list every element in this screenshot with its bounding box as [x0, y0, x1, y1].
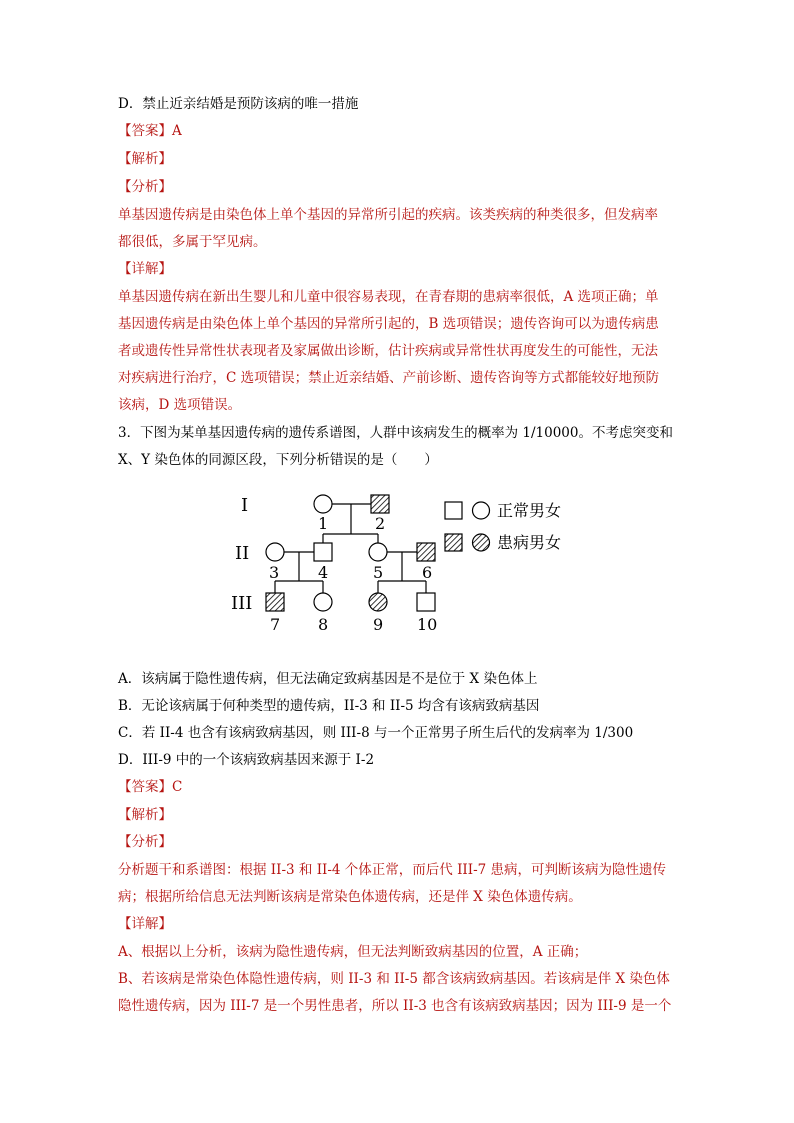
individual-number: 3 — [269, 563, 280, 582]
individual-number: 9 — [373, 615, 384, 634]
legend-normal-female — [473, 502, 490, 519]
q2-xiangjie-line: 单基因遗传病在新出生婴儿和儿童中很容易表现，在青春期的患病率很低，A 选项正确；单 — [118, 289, 659, 305]
individual-number: 7 — [270, 615, 281, 634]
q2-xiangjie-line: 基因遗传病是由染色体上单个基因的异常所引起的，B 选项错误；遗传咨询可以为遗传病患 — [118, 316, 659, 332]
q3-xiangjie-line: 隐性遗传病，因为 III-7 是一个男性患者，所以 II-3 也含有该病致病基因；因为 III-9 是一个 — [118, 998, 672, 1014]
q2-jiexi-tag: 【解析】 — [118, 151, 172, 167]
individual-number: 4 — [318, 563, 329, 582]
q2-xiangjie-line: 者或遗传性异常性状表现者及家属做出诊断，估计疾病或异常性状再度发生的可能性，无法 — [118, 343, 658, 359]
legend-normal-male — [445, 502, 462, 519]
q2-fenxi-tag: 【分析】 — [118, 179, 172, 195]
legend-affected-male — [445, 534, 462, 551]
generation-label-I: I — [241, 495, 249, 516]
q2-option-d: D．禁止近亲结婚是预防该病的唯一措施 — [118, 96, 359, 112]
answer-value: C — [172, 779, 183, 795]
q3-fenxi-tag: 【分析】 — [118, 834, 172, 850]
answer-tag: 【答案】 — [118, 123, 172, 139]
q3-option-c: C．若 II-4 也含有该病致病基因，则 III-8 与一个正常男子所生后代的发病率为 1/300 — [118, 725, 634, 741]
individual-I-2 — [371, 495, 389, 513]
q3-fenxi-line: 病；根据所给信息无法判断该病是常染色体遗传病，还是伴 X 染色体遗传病。 — [118, 889, 582, 905]
q3-fenxi-line: 分析题干和系谱图：根据 II-3 和 II-4 个体正常，而后代 III-7 患病，可判断该病为隐性遗传 — [118, 862, 667, 878]
individual-I-1 — [314, 495, 332, 513]
q2-answer — [118, 121, 182, 141]
q3-option-d: D．III-9 中的一个该病致病基因来源于 I-2 — [118, 752, 375, 768]
legend-affected-female — [473, 534, 490, 551]
legend-affected-label: 患病男女 — [497, 533, 562, 552]
q2-xiangjie-tag: 【详解】 — [118, 261, 172, 277]
q2-fenxi-line: 单基因遗传病是由染色体上单个基因的异常所引起的疾病。该类疾病的种类很多，但发病率 — [118, 207, 658, 223]
individual-II-6 — [417, 543, 435, 561]
q3-option-b: B．无论该病属于何种类型的遗传病，II-3 和 II-5 均含有该病致病基因 — [118, 698, 540, 714]
q3-answer — [118, 777, 182, 797]
individual-II-4 — [314, 543, 332, 561]
generation-label-II: II — [235, 543, 250, 564]
individual-III-8 — [314, 593, 332, 611]
q3-stem-line: X、Y 染色体的同源区段，下列分析错误的是（ ） — [118, 452, 438, 468]
generation-label-III: III — [231, 593, 253, 614]
individual-number: 10 — [417, 615, 438, 634]
pedigree-chart — [225, 485, 585, 635]
q3-option-a: A．该病属于隐性遗传病，但无法确定致病基因是不是位于 X 染色体上 — [118, 671, 538, 687]
individual-II-5 — [369, 543, 387, 561]
individual-number: 1 — [318, 514, 329, 533]
q3-xiangjie-line: A、根据以上分析，该病为隐性遗传病，但无法判断致病基因的位置，A 正确； — [118, 944, 588, 960]
legend-normal-label: 正常男女 — [497, 501, 562, 520]
q3-xiangjie-line: B、若该病是常染色体隐性遗传病，则 II-3 和 II-5 都含该病致病基因。若该病是伴 X 染色体 — [118, 971, 670, 987]
individual-number: 8 — [318, 615, 329, 634]
individual-III-9 — [369, 593, 387, 611]
q2-xiangjie-line: 该病，D 选项错误。 — [118, 397, 242, 413]
individual-number: 6 — [422, 563, 433, 582]
q3-xiangjie-tag: 【详解】 — [118, 916, 172, 932]
q2-xiangjie-line: 对疾病进行治疗，C 选项错误；禁止近亲结婚、产前诊断、遗传咨询等方式都能较好地预防 — [118, 370, 660, 386]
answer-tag: 【答案】 — [118, 779, 172, 795]
individual-II-3 — [266, 543, 284, 561]
q3-jiexi-tag: 【解析】 — [118, 807, 172, 823]
q2-fenxi-line: 都很低，多属于罕见病。 — [118, 234, 267, 250]
answer-value: A — [172, 123, 182, 139]
q3-stem-line: 3．下图为某单基因遗传病的遗传系谱图，人群中该病发生的概率为 1/10000。不考虑突变和 — [118, 425, 673, 441]
individual-number: 5 — [373, 563, 384, 582]
individual-III-7 — [266, 593, 284, 611]
individual-III-10 — [417, 593, 435, 611]
individual-number: 2 — [375, 514, 386, 533]
